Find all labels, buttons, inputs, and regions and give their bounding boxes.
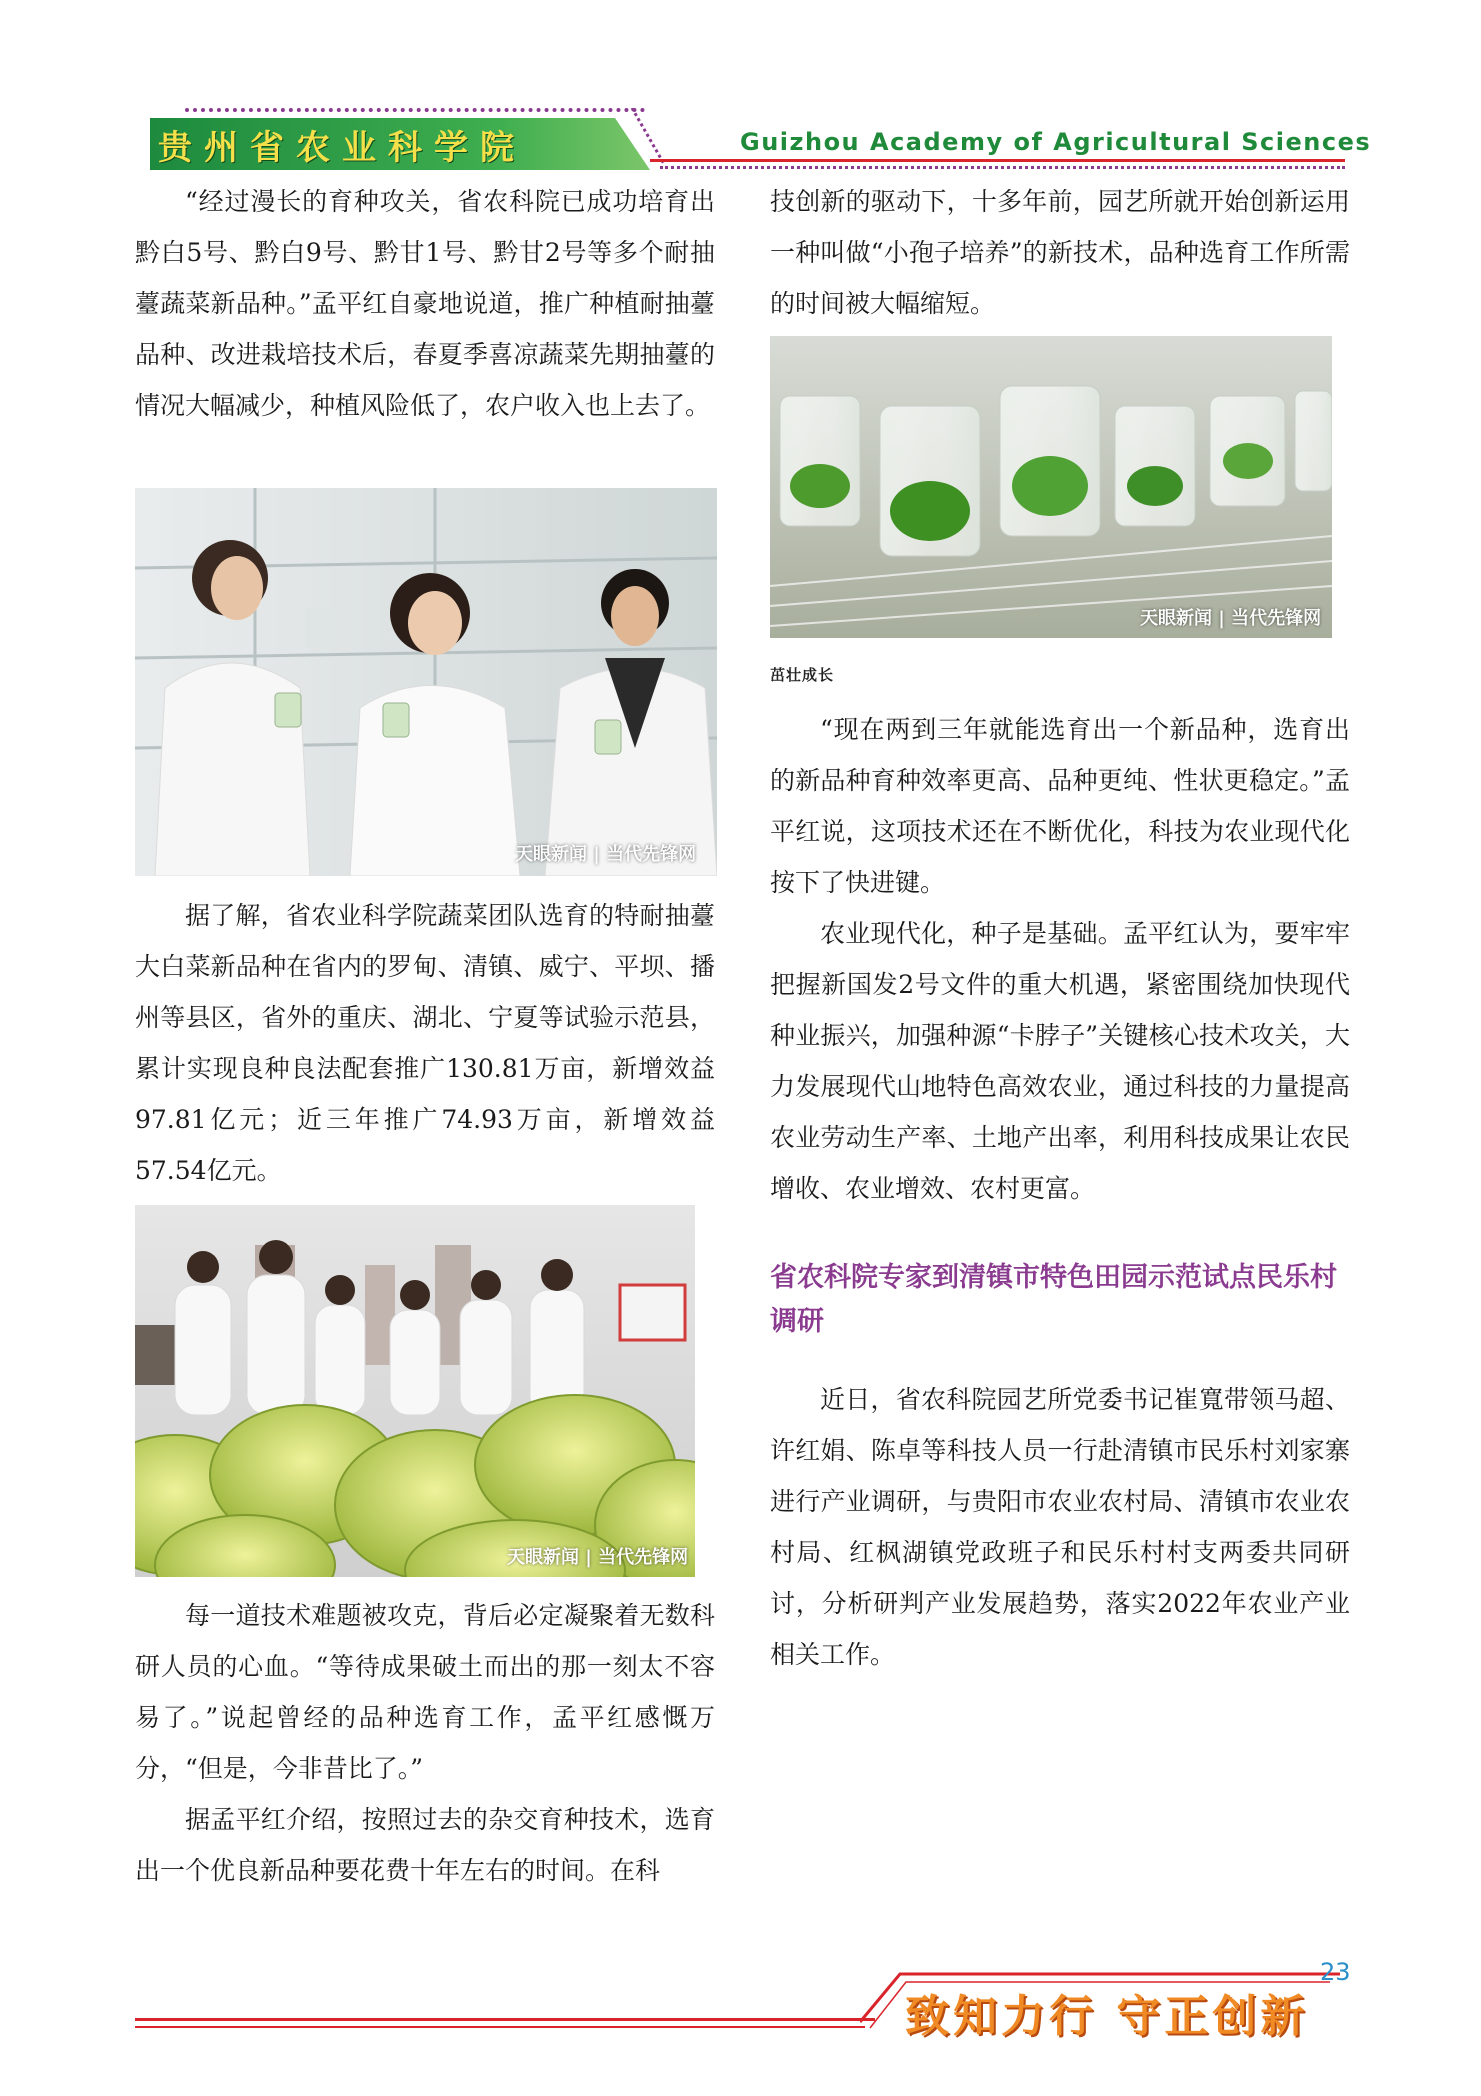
left-paragraph-1: “经过漫长的育种攻关，省农科院已成功培育出黔白5号、黔白9号、黔甘1号、黔甘2号等多个耐抽薹蔬菜新品种。”孟平红自豪地说道，推广种植耐抽薹品种、改进栽培技术后，春夏季喜凉蔬菜先期抽薹的情况大幅减少，种植风险低了，农户收入也上去了。 (135, 187, 715, 420)
right-paragraph-1: 技创新的驱动下，十多年前，园艺所就开始创新运用一种叫做“小孢子培养”的新技术，品种选育工作所需的时间被大幅缩短。 (770, 187, 1350, 318)
watermark-tianyan-2: 天眼新闻 | 当代先锋网 (507, 1547, 689, 1568)
footer-slogan: 致知力行 守正创新 (905, 1991, 1309, 2042)
right-text-block-1 (770, 176, 1350, 329)
left-text-block-1 (135, 176, 715, 431)
left-text-block-3 (135, 1590, 715, 1896)
header-dotted-line-top (185, 108, 645, 112)
watermark-tianyan-1: 天眼新闻 | 当代先锋网 (515, 844, 697, 865)
header-dotted-line-bottom (660, 166, 1345, 169)
header-title-en: Guizhou Academy of Agricultural Sciences (740, 128, 1372, 156)
right-text-block-3 (770, 1374, 1350, 1680)
right-paragraph-4: 近日，省农科院园艺所党委书记崔寬带领马超、许红娟、陈卓等科技人员一行赴清镇市民乐村刘家寨进行产业调研，与贵阳市农业农村局、清镇市农业农村局、红枫湖镇党政班子和民乐村村支两委共同研讨，分析研判产业发展趋势，落实2022年农业产业相关工作。 (770, 1385, 1350, 1669)
footer-red-line (135, 2018, 875, 2021)
photo-cabbage-field (135, 1205, 695, 1577)
photo-culture-jars (770, 336, 1332, 638)
right-text-block-2 (770, 704, 1350, 1214)
header-title-cn: 贵州省农业科学院 (158, 128, 526, 168)
photo-researchers-lab (135, 488, 717, 876)
watermark-tianyan-3: 天眼新闻 | 当代先锋网 (1140, 608, 1322, 629)
left-paragraph-2: 据了解，省农业科学院蔬菜团队选育的特耐抽薹大白菜新品种在省内的罗甸、清镇、威宁、平坝、播州等县区，省外的重庆、湖北、宁夏等试验示范县，累计实现良种良法配套推广130.81万亩，新增效益97.81亿元；近三年推广74.93万亩，新增效益57.54亿元。 (135, 901, 715, 1185)
header-red-line (650, 159, 1345, 162)
section-subheading: 省农科院专家到清镇市特色田园示范试点民乐村调研 (770, 1262, 1337, 1337)
left-paragraph-3: 每一道技术难题被攻克，背后必定凝聚着无数科研人员的心血。“等待成果破土而出的那一刻太不容易了。”说起曾经的品种选育工作，孟平红感慨万分，“但是，今非昔比了。” (135, 1601, 715, 1783)
page-number: 23 (1320, 1958, 1351, 1986)
left-paragraph-4: 据孟平红介绍，按照过去的杂交育种技术，选育出一个优良新品种要花费十年左右的时间。在科 (135, 1805, 715, 1885)
left-text-block-2 (135, 890, 715, 1196)
right-paragraph-2: “现在两到三年就能选育出一个新品种，选育出的新品种育种效率更高、品种更纯、性状更稳定。”孟平红说，这项技术还在不断优化，科技为农业现代化按下了快进键。 (770, 715, 1350, 897)
photo-caption: 茁壮成长 (770, 666, 835, 684)
footer-red-line-2 (135, 2026, 865, 2028)
right-paragraph-3: 农业现代化，种子是基础。孟平红认为，要牢牢把握新国发2号文件的重大机遇，紧密围绕加快现代种业振兴，加强种源“卡脖子”关键核心技术攻关，大力发展现代山地特色高效农业，通过科技的力量提高农业劳动生产率、土地产出率，利用科技成果让农民增收、农业增效、农村更富。 (770, 919, 1350, 1203)
